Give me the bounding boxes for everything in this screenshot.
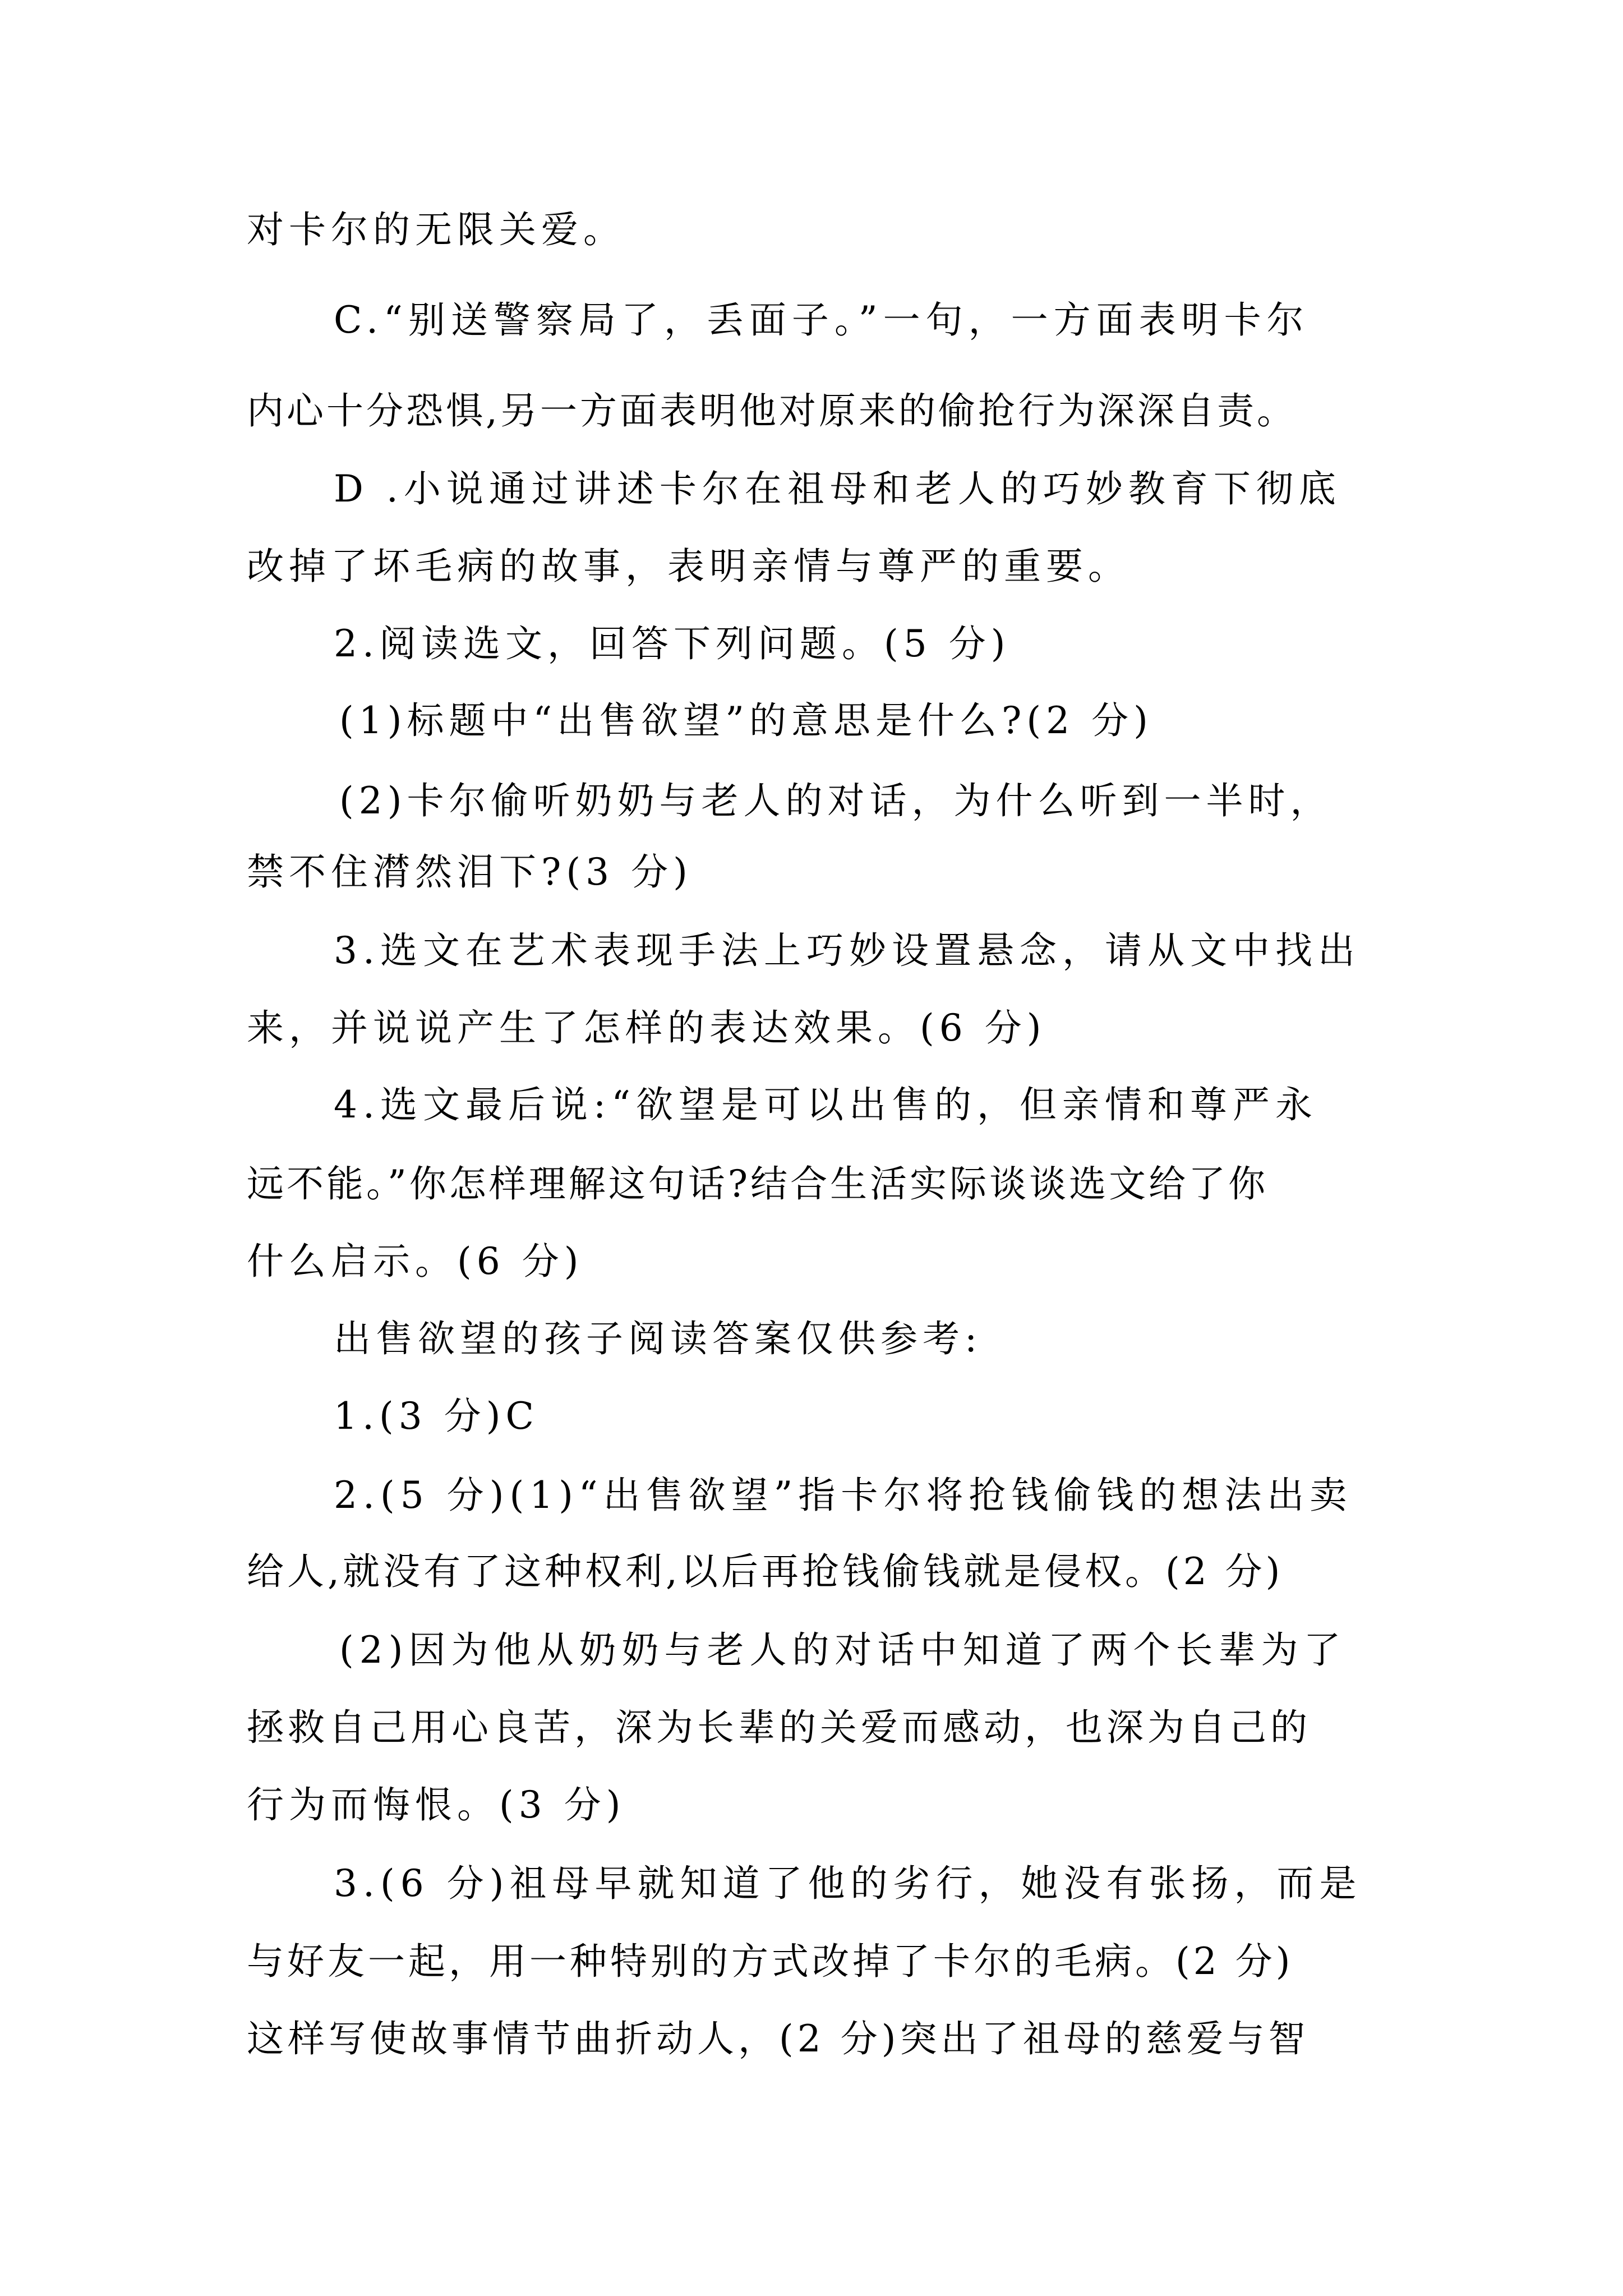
text-line: 3.(6 分)祖母早就知道了他的劣行，她没有张扬，而是: [334, 1862, 1362, 1905]
text-line: 4.选文最后说:“欲望是可以出售的，但亲情和尊严永: [334, 1083, 1318, 1126]
text-line: 与好友一起，用一种特别的方式改掉了卡尔的毛病。(2 分): [247, 1940, 1294, 1983]
text-line: 这样写使故事情节曲折动人，(2 分)突出了祖母的慈爱与智: [247, 2017, 1310, 2060]
text-line: 给人,就没有了这种权利,以后再抢钱偷钱就是侵权。(2 分): [247, 1550, 1284, 1593]
text-line: 行为而悔恨。(3 分): [247, 1783, 626, 1826]
text-line: 3.选文在艺术表现手法上巧妙设置悬念，请从文中找出: [334, 929, 1361, 972]
text-line: 1.(3 分)C: [334, 1395, 539, 1438]
text-line: (1)标题中“出售欲望”的意思是什么?(2 分): [339, 699, 1153, 742]
text-line: 远不能。”你怎样理解这句话?结合生活实际谈谈选文给了你: [247, 1162, 1269, 1205]
text-line: 出售欲望的孩子阅读答案仅供参考:: [334, 1317, 983, 1360]
text-line: 2.(5 分)(1)“出售欲望”指卡尔将抢钱偷钱的想法出卖: [334, 1474, 1353, 1517]
text-line: 什么启示。(6 分): [247, 1240, 584, 1283]
text-line: 对卡尔的无限关爱。: [247, 208, 625, 251]
text-line: (2)卡尔偷听奶奶与老人的对话，为什么听到一半时，: [339, 779, 1332, 822]
text-line: C.“别送警察局了，丢面子。”一句，一方面表明卡尔: [334, 298, 1310, 342]
text-line: 禁不住潸然泪下?(3 分): [247, 850, 693, 894]
text-line: 拯救自己用心良苦，深为长辈的关爱而感动，也深为自己的: [247, 1706, 1311, 1749]
text-line: 来，并说说产生了怎样的表达效果。(6 分): [247, 1006, 1046, 1050]
text-line: 内心十分恐惧,另一方面表明他对原来的偷抢行为深深自责。: [247, 389, 1297, 432]
text-line: D .小说通过讲述卡尔在祖母和老人的巧妙教育下彻底: [334, 467, 1341, 510]
text-line: (2)因为他从奶奶与老人的对话中知道了两个长辈为了: [339, 1628, 1347, 1672]
text-line: 2.阅读选文，回答下列问题。(5 分): [334, 622, 1011, 665]
text-line: 改掉了坏毛病的故事，表明亲情与尊严的重要。: [247, 545, 1130, 588]
